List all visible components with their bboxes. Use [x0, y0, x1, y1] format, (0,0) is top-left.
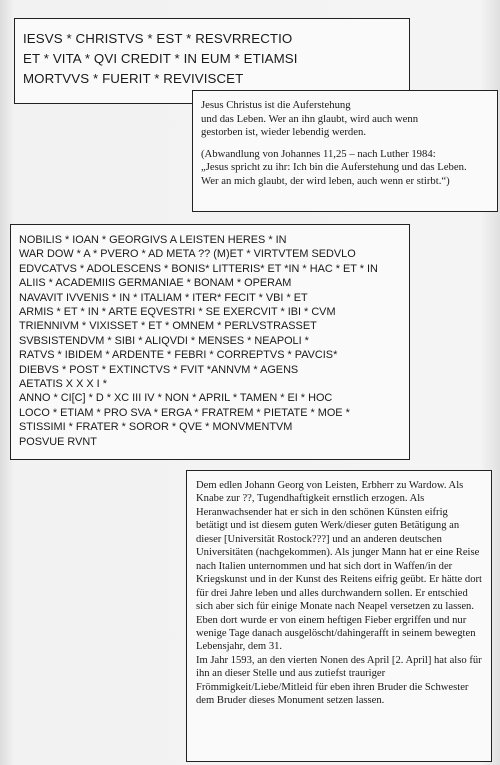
- inscription-line: ARMIS * ET * IN * ARTE EQVESTRI * SE EXERCVIT * IBI * CVM: [19, 306, 336, 319]
- german-translation-box: [186, 470, 492, 762]
- inscription-line: DIEBVS * POST * EXTINCTVS * FVIT *ANNVM * AGENS: [19, 363, 299, 376]
- latin-heading-line: MORTVVS * FUERIT * REVIVISCET: [23, 71, 244, 86]
- bible-note-line: Wer an mich glaubt, der wird leben, auch wenn er stirbt.“): [201, 174, 450, 187]
- inscription-line: STISSIMI * FRATER * SOROR * QVE * MONVMENTVM: [19, 421, 293, 434]
- inscription-line: POSVUE RVNT: [19, 435, 97, 448]
- inscription-line: NAVAVIT IVVENIS * IN * ITALIAM * ITER* FECIT * VBI * ET: [19, 291, 308, 304]
- bible-note-line: „Jesus spricht zu ihr: Ich bin die Auferstehung und das Leben.: [201, 161, 467, 174]
- inscription-line: NOBILIS * IOAN * GEORGIVS A LEISTEN HERES * IN: [19, 234, 287, 246]
- inscription-line: WAR DOW * A * PVERO * AD META ?? (M)ET * VIRTVTEM SEDVLO: [19, 248, 356, 261]
- inscription-line: RATVS * IBIDEM * ARDENTE * FEBRI * CORREPTVS * PAVCIS*: [19, 349, 338, 362]
- bible-note-line: (Abwandlung von Johannes 11,25 – nach Luther 1984:: [201, 147, 436, 160]
- german-heading-line: gestorben ist, wieder lebendig werden.: [201, 126, 367, 139]
- spacer: [201, 140, 489, 148]
- inscription-line: AETATIS X X X I *: [19, 378, 107, 391]
- german-heading-line: und das Leben. Wer an ihn glaubt, wird auch wenn: [201, 112, 419, 125]
- inscription-line: LOCO * ETIAM * PRO SVA * ERGA * FRATREM * PIETATE * MOE *: [19, 406, 350, 419]
- german-heading-box: [192, 90, 498, 212]
- inscription-line: ALIIS * ACADEMIIS GERMANIAE * BONAM * OPERAM: [19, 277, 292, 290]
- inscription-line: EDVCATVS * ADOLESCENS * BONIS* LITTERIS* ET *IN * HAC * ET * IN: [19, 262, 378, 275]
- translation-paragraph: Im Jahr 1593, an den vierten Nonen des April [2. April] hat also für ihn an dieser Stelle und aus zutiefst trauriger Frömmigkeit/Liebe/Mitleid für eben ihren Bruder die Schwester dem Bruder dieses Monument setzen lassen.: [196, 654, 482, 707]
- german-heading-line: Jesus Christus ist die Auferstehung: [201, 99, 351, 111]
- inscription-line: TRIENNIVM * VIXISSET * ET * OMNEM * PERLVSTRASSET: [19, 320, 317, 333]
- latin-inscription-box: [10, 224, 410, 460]
- latin-heading-line: IESVS * CHRISTVS * EST * RESVRRECTIO: [23, 31, 293, 46]
- inscription-line: ANNO * CI[C] * D * XC III IV * NON * APRIL * TAMEN * EI * HOC: [19, 392, 333, 405]
- translation-paragraph: Dem edlen Johann Georg von Leisten, Erbherr zu Wardow. Als Knabe zur ??, Tugendhaftigkeit ernstlich erzogen. Als Heranwachsender hat er sich in den schönen Künsten eifrig betätigt und ist diesem guten Werk/dieser guten Betätigung an dieser [Universität Rostock???] und an anderen deutschen Universitäten (nachgekommen). Als junger Mann hat er eine Reise nach Italien unternommen und hat sich dort in Waffen/in der Kriegskunst und in der Kunst des Reitens eifrig geübt. Er hätte dort für drei Jahre leben und alles durchwandern sollen. Er entschied sich aber sich für einige Monate nach Neapel versetzen zu lassen. Eben dort wurde er von einem heftigen Fieber ergriffen und nur wenige Tage danach ausgelöscht/dahingerafft in seinem bewegten Lebensjahr, dem 31.: [196, 480, 482, 653]
- inscription-line: SVBSISTENDVM * SIBI * ALIQVDI * MENSES * NEAPOLI *: [19, 334, 309, 347]
- latin-heading-line: ET * VITA * QVI CREDIT * IN EUM * ETIAMSI: [23, 51, 298, 66]
